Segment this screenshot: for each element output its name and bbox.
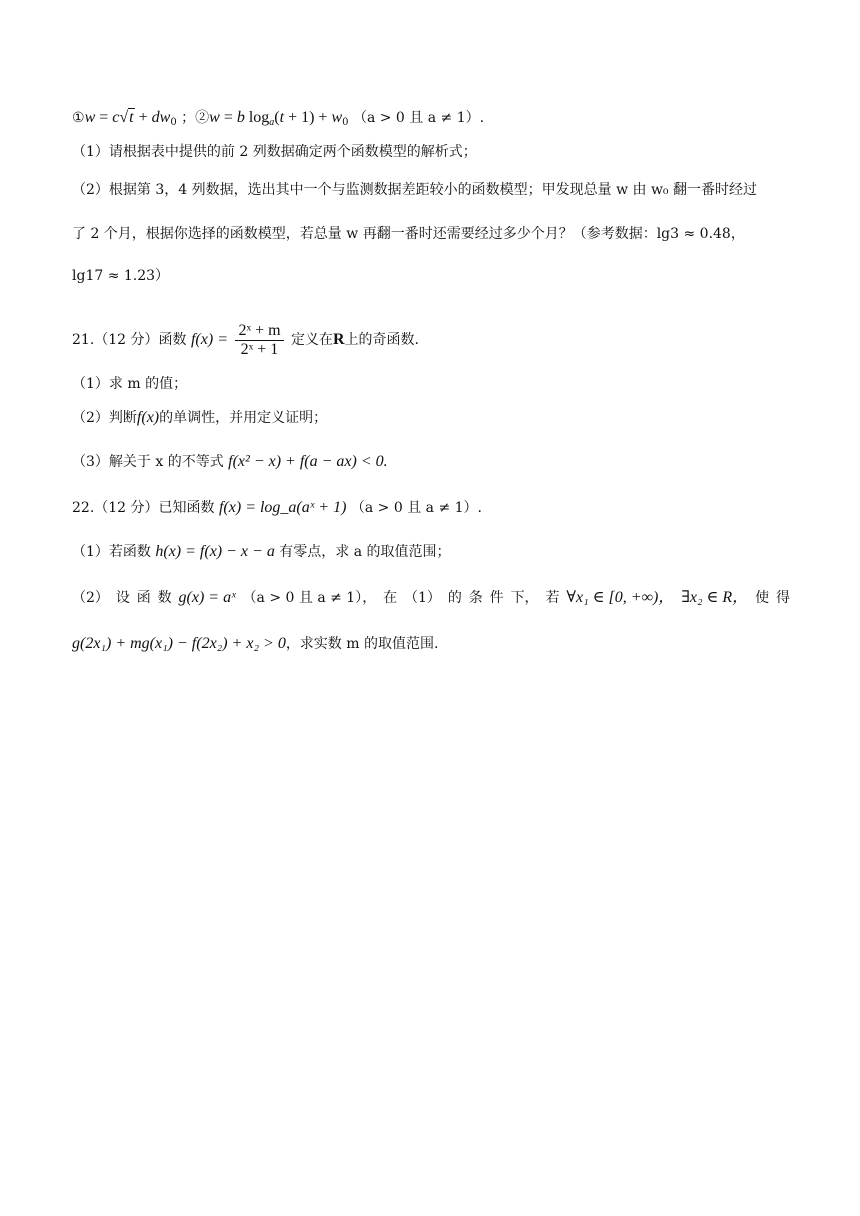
p22-q2-token: 设 — [115, 590, 130, 606]
p21-q2-a: （2）判断 — [72, 410, 137, 426]
p21-head: 21.（12 分）函数 — [72, 332, 187, 348]
p22-q2-token: （a > 0 且 a ≠ 1）， — [242, 590, 377, 606]
p22-q2-token: 函 — [136, 590, 151, 606]
p22-condition: （a > 0 且 a ≠ 1）. — [350, 500, 482, 516]
p22-q2-token: g(x) = aˣ — [178, 589, 236, 606]
p22-function: f(x) = log_a(aˣ + 1) — [218, 499, 347, 516]
p21-tail-a: 定义在 — [290, 332, 333, 348]
p22-q2-token: ∀x₁ ∈ [0, +∞)， — [566, 589, 675, 606]
p20-question-2-line-1: （2）根据第 3，4 列数据，选出其中一个与监测数据差距较小的函数模型；甲发现总量 w 由 w₀ 翻一番时经过 — [72, 182, 757, 198]
p20-question-2-line-2: 了 2 个月，根据你选择的函数模型，若总量 w 再翻一番时还需要经过多少个月？（参考数据：lg3 ≈ 0.48， — [72, 226, 745, 242]
p21-denominator: 2ˣ + 1 — [240, 340, 279, 358]
p22-statement — [72, 498, 790, 518]
p22-q2-token: 条 — [468, 590, 483, 606]
p21-q2-func: f(x) — [136, 409, 160, 426]
model-line: ①w = $c√t + dw_0$ ；②w = b $\log_a(t + 1) + w_0$ （a > 0 且 a ≠ 1）. — [72, 109, 485, 128]
p22-q2-token: 的 — [447, 590, 462, 606]
p22-q2-token: 在 — [383, 590, 398, 606]
p22-q1-a: （1）若函数 — [72, 544, 151, 560]
p21-tail-b: 上的奇函数. — [344, 332, 419, 348]
p21-numerator: 2ˣ + m — [235, 322, 283, 341]
p22-q2-tail: ，求实数 m 的取值范围. — [285, 636, 439, 652]
p21-question-3 — [72, 452, 790, 472]
p21-q3-a: （3）解关于 x 的不等式 — [72, 454, 224, 470]
model-condition: （a > 0 且 a ≠ 1）. — [352, 110, 485, 126]
p20-question-2-line-3: lg17 ≈ 1.23） — [72, 268, 170, 284]
p21-q2-b: 的单调性，并用定义证明； — [159, 410, 328, 426]
p22-q2-inequality: g(2x₁) + mg(x₁) − f(2x₂) + x₂ > 0 — [72, 635, 286, 652]
p22-q2-token: 下， — [510, 590, 539, 606]
p21-question-2 — [72, 408, 790, 428]
p22-question-2-line-1 — [72, 588, 790, 608]
p21-function: f(x) = — [190, 331, 228, 348]
p22-q2-token: 若 — [545, 590, 560, 606]
p22-question-2-line-2 — [72, 634, 790, 654]
p21-question-1: （1）求 m 的值； — [72, 376, 188, 392]
p20-question-1: （1）请根据表中提供的前 2 列数据确定两个函数模型的解析式； — [72, 144, 477, 160]
p22-q1-h: h(x) = f(x) − x − a — [155, 543, 275, 560]
p21-statement — [72, 318, 790, 362]
p22-q2-token: （1） — [404, 590, 441, 606]
p22-q2-token: 得 — [776, 590, 790, 606]
p21-q3-inequality: f(x² − x) + f(a − ax) < 0. — [228, 453, 388, 470]
p21-fraction — [235, 322, 283, 359]
p22-q2-token: （2） — [72, 590, 109, 606]
model-separator: ；② — [181, 110, 210, 126]
model-1-marker: ① — [72, 110, 85, 126]
p22-q2-token: ∃x₂ ∈ R， — [681, 589, 749, 606]
p22-question-1 — [72, 542, 790, 562]
p22-q1-b: 有零点，求 a 的取值范围； — [279, 544, 451, 560]
p22-q2-token: 数 — [157, 590, 172, 606]
p22-q2-token: 件 — [489, 590, 504, 606]
p22-q2-token: 使 — [755, 590, 770, 606]
p22-head: 22.（12 分）已知函数 — [72, 500, 215, 516]
p21-real-set: R — [332, 331, 345, 348]
